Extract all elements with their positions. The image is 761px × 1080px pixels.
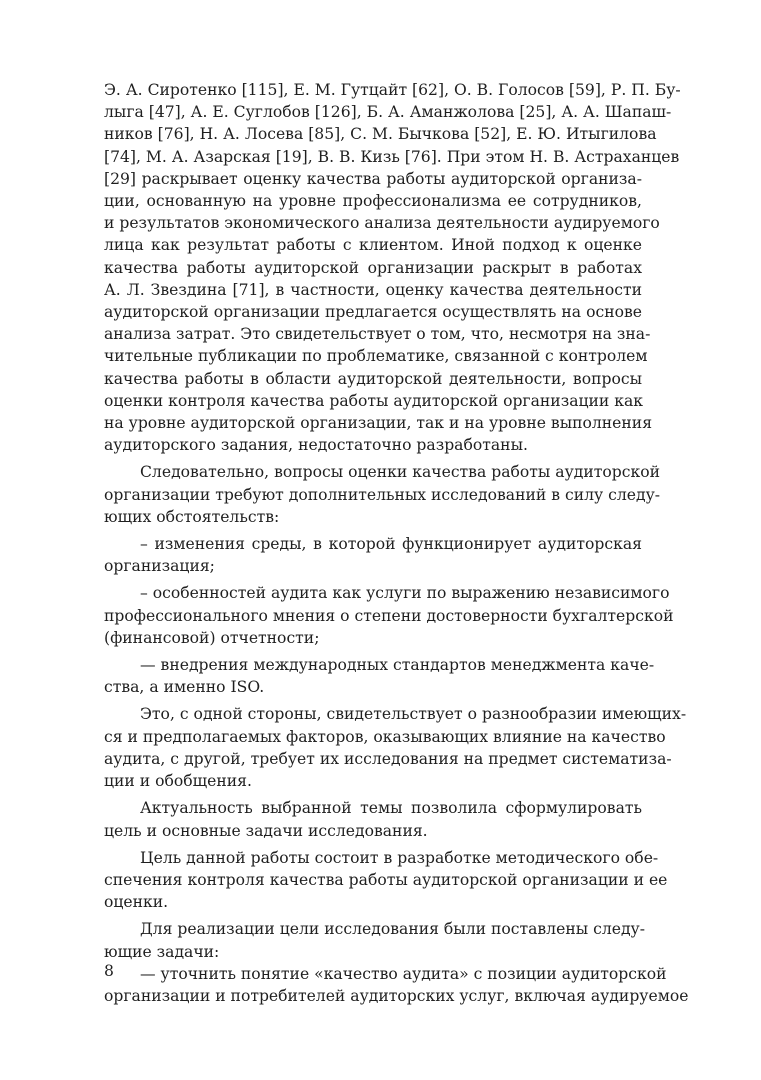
text-line: профессионального мнения о степени достоверности бухгалтерской — [104, 606, 674, 625]
text-line: Актуальность выбранной темы позволила сформулировать — [140, 799, 642, 818]
page-body — [104, 79, 689, 1007]
text-line: качества работы аудиторской организации раскрыт в работах — [104, 258, 642, 277]
text-line: цель и основные задачи исследования. — [104, 821, 428, 840]
text-line: [74], М. А. Азарская [19], В. В. Кизь [76]. При этом Н. В. Астраханцев — [104, 147, 680, 166]
paragraph-goal — [104, 847, 668, 914]
text-line: аудита, с другой, требует их исследования на предмет систематиза- — [104, 749, 672, 768]
text-line: аудиторского задания, недостаточно разработаны. — [104, 436, 528, 455]
text-line: ников [76], Н. А. Лосева [85], С. М. Бычкова [52], Е. Ю. Итыгилова — [104, 125, 657, 144]
text-line: аудиторской организации предлагается осуществлять на основе — [104, 303, 642, 322]
list-item-iso-standards — [104, 654, 655, 698]
paragraph-relevance — [104, 797, 642, 841]
text-line: оценки контроля качества работы аудиторской организации как — [104, 391, 644, 410]
text-line: организация; — [104, 557, 215, 576]
text-line: Следовательно, вопросы оценки качества работы аудиторской — [140, 463, 660, 482]
text-line: ции, основанную на уровне профессионализма ее сотрудников, — [104, 192, 642, 211]
text-line: спечения контроля качества работы аудиторской организации и ее — [104, 870, 668, 889]
text-line: ся и предполагаемых факторов, оказывающих влияние на качество — [104, 727, 666, 746]
paragraph-literature-review — [104, 79, 681, 456]
text-line: анализа затрат. Это свидетельствует о том, что, несмотря на зна- — [104, 325, 651, 344]
list-item-task-1 — [104, 963, 689, 1007]
list-item-audit-features — [104, 582, 674, 649]
text-line: качества работы в области аудиторской деятельности, вопросы — [104, 369, 642, 388]
text-line: (финансовой) отчетности; — [104, 628, 320, 647]
text-line: — внедрения международных стандартов менеджмента каче- — [140, 656, 655, 675]
paragraph-research-need — [104, 461, 661, 528]
text-line: – изменения среды, в которой функционирует аудиторская — [140, 535, 642, 554]
text-line: ции и обобщения. — [104, 772, 252, 791]
page-number: 8 — [104, 962, 114, 980]
text-line: Цель данной работы состоит в разработке методического обе- — [140, 848, 659, 867]
text-line: Э. А. Сиротенко [115], Е. М. Гутцайт [62], О. В. Голосов [59], Р. П. Бу- — [104, 81, 681, 99]
text-line: ства, а именно ISO. — [104, 678, 265, 697]
text-line: оценки. — [104, 893, 169, 912]
text-line: А. Л. Звездина [71], в частности, оценку качества деятельности — [104, 280, 642, 299]
list-item-environment — [104, 533, 642, 577]
paragraph-factors — [104, 703, 687, 792]
text-line: организации и потребителей аудиторских услуг, включая аудируемое — [104, 986, 689, 1005]
text-line: ющие задачи: — [104, 942, 220, 961]
text-line: Это, с одной стороны, свидетельствует о разнообразии имеющих- — [140, 705, 687, 724]
text-line: и результатов экономического анализа деятельности аудируемого — [104, 214, 660, 233]
text-line: лыга [47], А. Е. Суглобов [126], Б. А. Аманжолова [25], А. А. Шапаш- — [104, 103, 672, 122]
text-line: — уточнить понятие «качество аудита» с позиции аудиторской — [140, 964, 667, 983]
text-line: на уровне аудиторской организации, так и на уровне выполнения — [104, 414, 653, 433]
text-line: лица как результат работы с клиентом. Иной подход к оценке — [104, 236, 642, 255]
paragraph-tasks — [104, 918, 645, 962]
text-line: – особенностей аудита как услуги по выражению независимого — [140, 584, 670, 603]
text-line: организации требуют дополнительных исследований в силу следу- — [104, 485, 661, 504]
text-line: [29] раскрывает оценку качества работы аудиторской организа- — [104, 169, 642, 188]
text-line: чительные публикации по проблематике, связанной с контролем — [104, 347, 648, 366]
text-line: Для реализации цели исследования были поставлены следу- — [140, 920, 645, 939]
text-line: ющих обстоятельств: — [104, 507, 280, 526]
